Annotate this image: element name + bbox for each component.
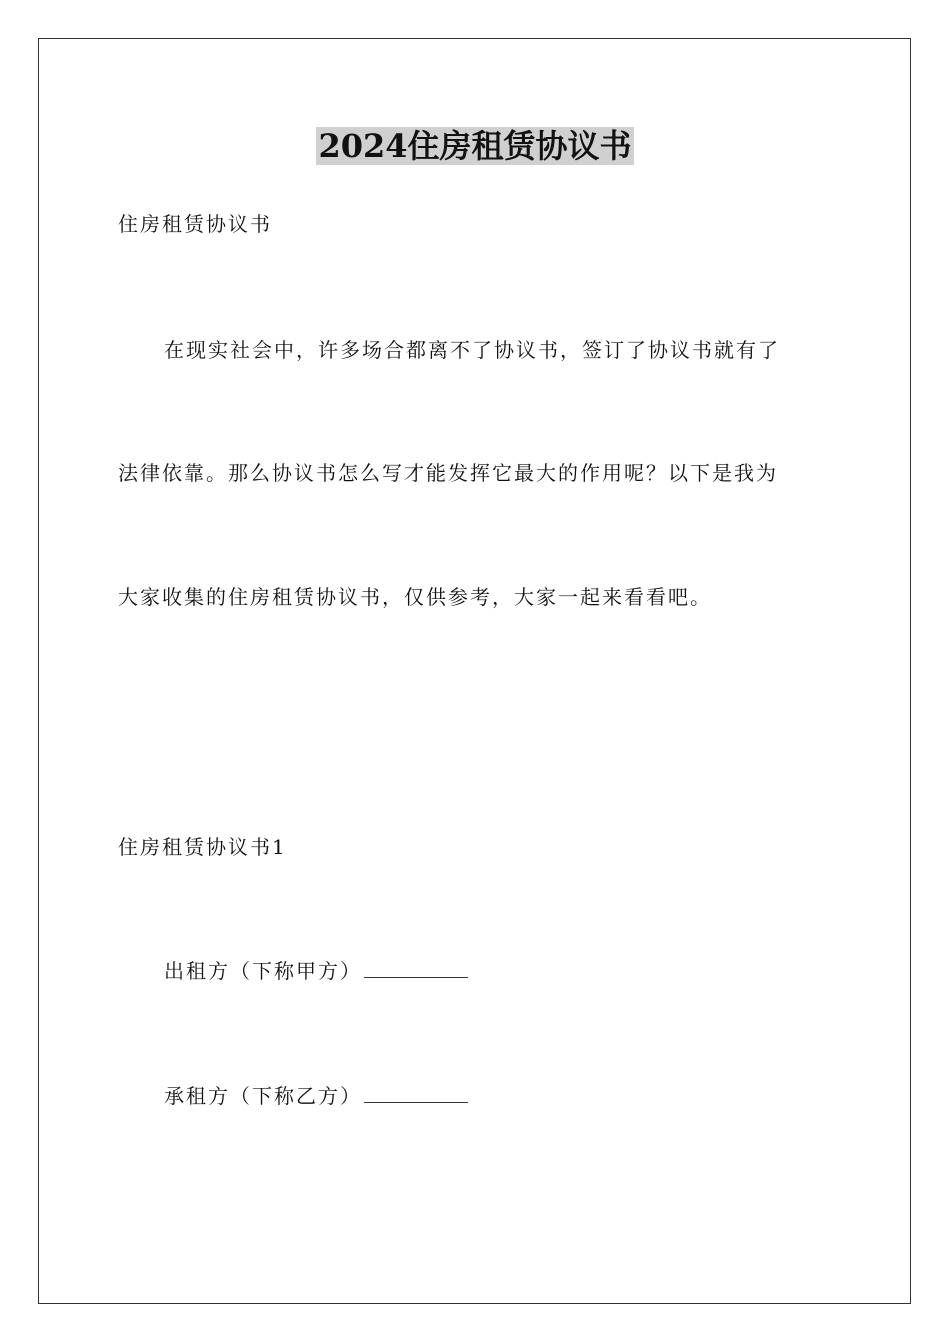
lessor-blank-line[interactable]	[364, 957, 468, 978]
lessee-label: 承租方（下称乙方）	[164, 1084, 362, 1108]
document-subtitle: 住房租赁协议书	[118, 212, 272, 236]
intro-line-2: 法律依靠。那么协议书怎么写才能发挥它最大的作用呢？以下是我为	[118, 461, 778, 485]
section-heading: 住房租赁协议书1	[118, 835, 287, 859]
lessor-field[interactable]	[164, 957, 468, 985]
lessor-label: 出租方（下称甲方）	[164, 959, 362, 983]
document-title	[0, 124, 950, 168]
document-title-text: 2024住房租赁协议书	[318, 127, 632, 165]
intro-line-1: 在现实社会中，许多场合都离不了协议书，签订了协议书就有了	[164, 338, 780, 362]
intro-line-3: 大家收集的住房租赁协议书，仅供参考，大家一起来看看吧。	[118, 585, 712, 609]
lessee-field[interactable]	[164, 1082, 468, 1110]
lessee-blank-line[interactable]	[364, 1082, 468, 1103]
